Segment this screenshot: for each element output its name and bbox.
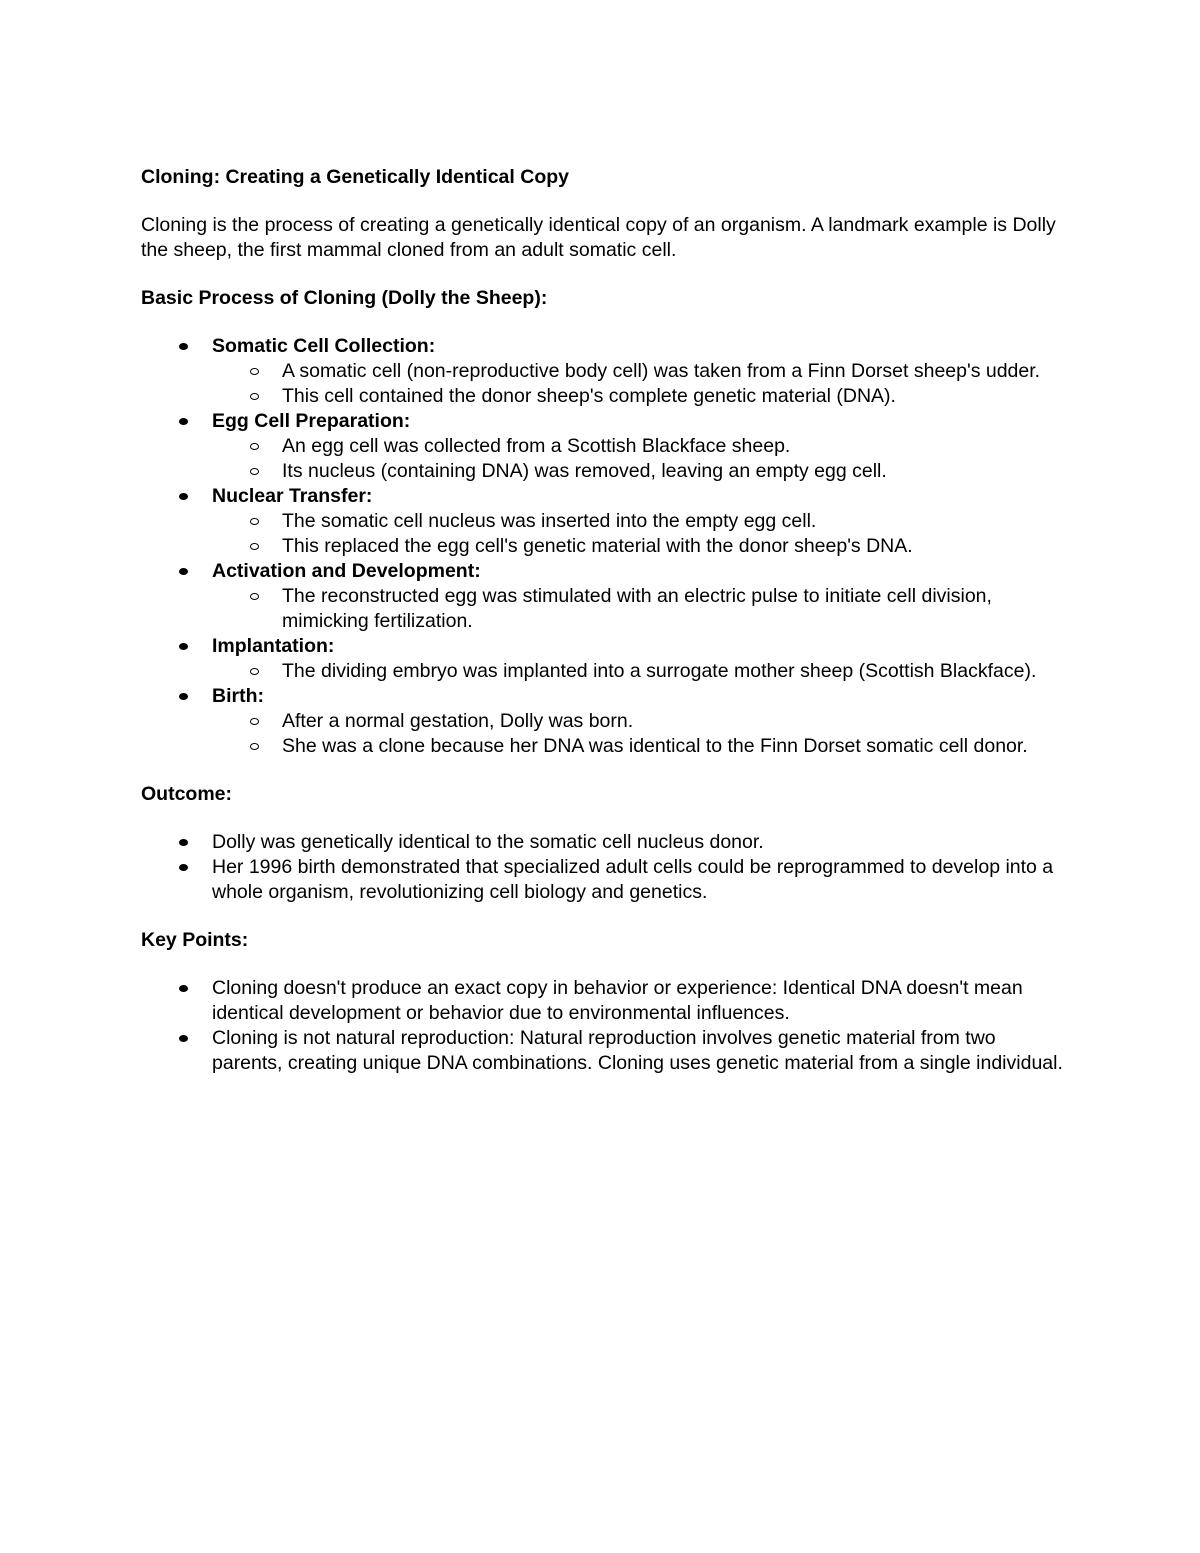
bullet-icon xyxy=(179,839,188,846)
step-title: Egg Cell Preparation: xyxy=(212,410,411,432)
bullet-icon xyxy=(179,343,188,350)
process-step xyxy=(141,559,1071,634)
process-step xyxy=(141,684,1071,759)
hollow-bullet-icon xyxy=(250,668,259,675)
step-detail: The somatic cell nucleus was inserted into the empty egg cell. xyxy=(212,509,1071,534)
outcome-item xyxy=(141,855,1071,905)
bullet-icon xyxy=(179,1035,188,1042)
outcome-text: Dolly was genetically identical to the somatic cell nucleus donor. xyxy=(212,831,764,853)
bullet-icon xyxy=(179,693,188,700)
step-detail: She was a clone because her DNA was identical to the Finn Dorset somatic cell donor. xyxy=(212,734,1071,759)
bullet-icon xyxy=(179,418,188,425)
step-detail: This cell contained the donor sheep's complete genetic material (DNA). xyxy=(212,384,1071,409)
step-detail: Its nucleus (containing DNA) was removed, leaving an empty egg cell. xyxy=(212,459,1071,484)
document-page xyxy=(141,165,1071,1099)
key-points-heading: Key Points: xyxy=(141,929,249,951)
process-step xyxy=(141,634,1071,684)
bullet-icon xyxy=(179,568,188,575)
key-point-text: Cloning is not natural reproduction: Natural reproduction involves genetic material from two parents, creating unique DNA combinations. Cloning uses genetic material from a single individual. xyxy=(212,1027,1063,1074)
step-detail: The dividing embryo was implanted into a surrogate mother sheep (Scottish Blackface). xyxy=(212,659,1071,684)
document-title: Cloning: Creating a Genetically Identical Copy xyxy=(141,166,569,188)
step-details-list xyxy=(212,584,1071,634)
key-point-item xyxy=(141,976,1071,1026)
bullet-icon xyxy=(179,643,188,650)
hollow-bullet-icon xyxy=(250,468,259,475)
key-point-text: Cloning doesn't produce an exact copy in behavior or experience: Identical DNA doesn't mean identical development or behavior due to environmental influences. xyxy=(212,977,1023,1024)
process-step xyxy=(141,334,1071,409)
hollow-bullet-icon xyxy=(250,718,259,725)
hollow-bullet-icon xyxy=(250,743,259,750)
hollow-bullet-icon xyxy=(250,543,259,550)
bullet-icon xyxy=(179,493,188,500)
step-detail: The reconstructed egg was stimulated with an electric pulse to initiate cell division, mimicking fertilization. xyxy=(212,584,1071,634)
step-title: Implantation: xyxy=(212,635,335,657)
hollow-bullet-icon xyxy=(250,368,259,375)
step-details-list xyxy=(212,359,1071,409)
hollow-bullet-icon xyxy=(250,518,259,525)
step-title: Activation and Development: xyxy=(212,560,481,582)
process-steps-list xyxy=(141,334,1071,759)
step-title: Nuclear Transfer: xyxy=(212,485,373,507)
key-point-item xyxy=(141,1026,1071,1076)
process-heading: Basic Process of Cloning (Dolly the Sheep): xyxy=(141,287,548,309)
step-title: Birth: xyxy=(212,685,264,707)
step-detail: A somatic cell (non-reproductive body cell) was taken from a Finn Dorset sheep's udder. xyxy=(212,359,1071,384)
step-detail: An egg cell was collected from a Scottish Blackface sheep. xyxy=(212,434,1071,459)
process-step xyxy=(141,484,1071,559)
outcome-item xyxy=(141,830,1071,855)
outcome-heading: Outcome: xyxy=(141,783,233,805)
outcome-text: Her 1996 birth demonstrated that specialized adult cells could be reprogrammed to develop into a whole organism, revolutionizing cell biology and genetics. xyxy=(212,856,1054,903)
hollow-bullet-icon xyxy=(250,443,259,450)
step-detail: This replaced the egg cell's genetic material with the donor sheep's DNA. xyxy=(212,534,1071,559)
step-details-list xyxy=(212,509,1071,559)
hollow-bullet-icon xyxy=(250,593,259,600)
bullet-icon xyxy=(179,985,188,992)
step-details-list xyxy=(212,709,1071,759)
bullet-icon xyxy=(179,864,188,871)
step-detail: After a normal gestation, Dolly was born. xyxy=(212,709,1071,734)
hollow-bullet-icon xyxy=(250,393,259,400)
step-title: Somatic Cell Collection: xyxy=(212,335,436,357)
step-details-list xyxy=(212,434,1071,484)
key-points-list xyxy=(141,976,1071,1076)
step-details-list xyxy=(212,659,1071,684)
intro-paragraph: Cloning is the process of creating a genetically identical copy of an organism. A landmark example is Dolly the sheep, the first mammal cloned from an adult somatic cell. xyxy=(141,214,1056,261)
outcome-list xyxy=(141,830,1071,905)
process-step xyxy=(141,409,1071,484)
